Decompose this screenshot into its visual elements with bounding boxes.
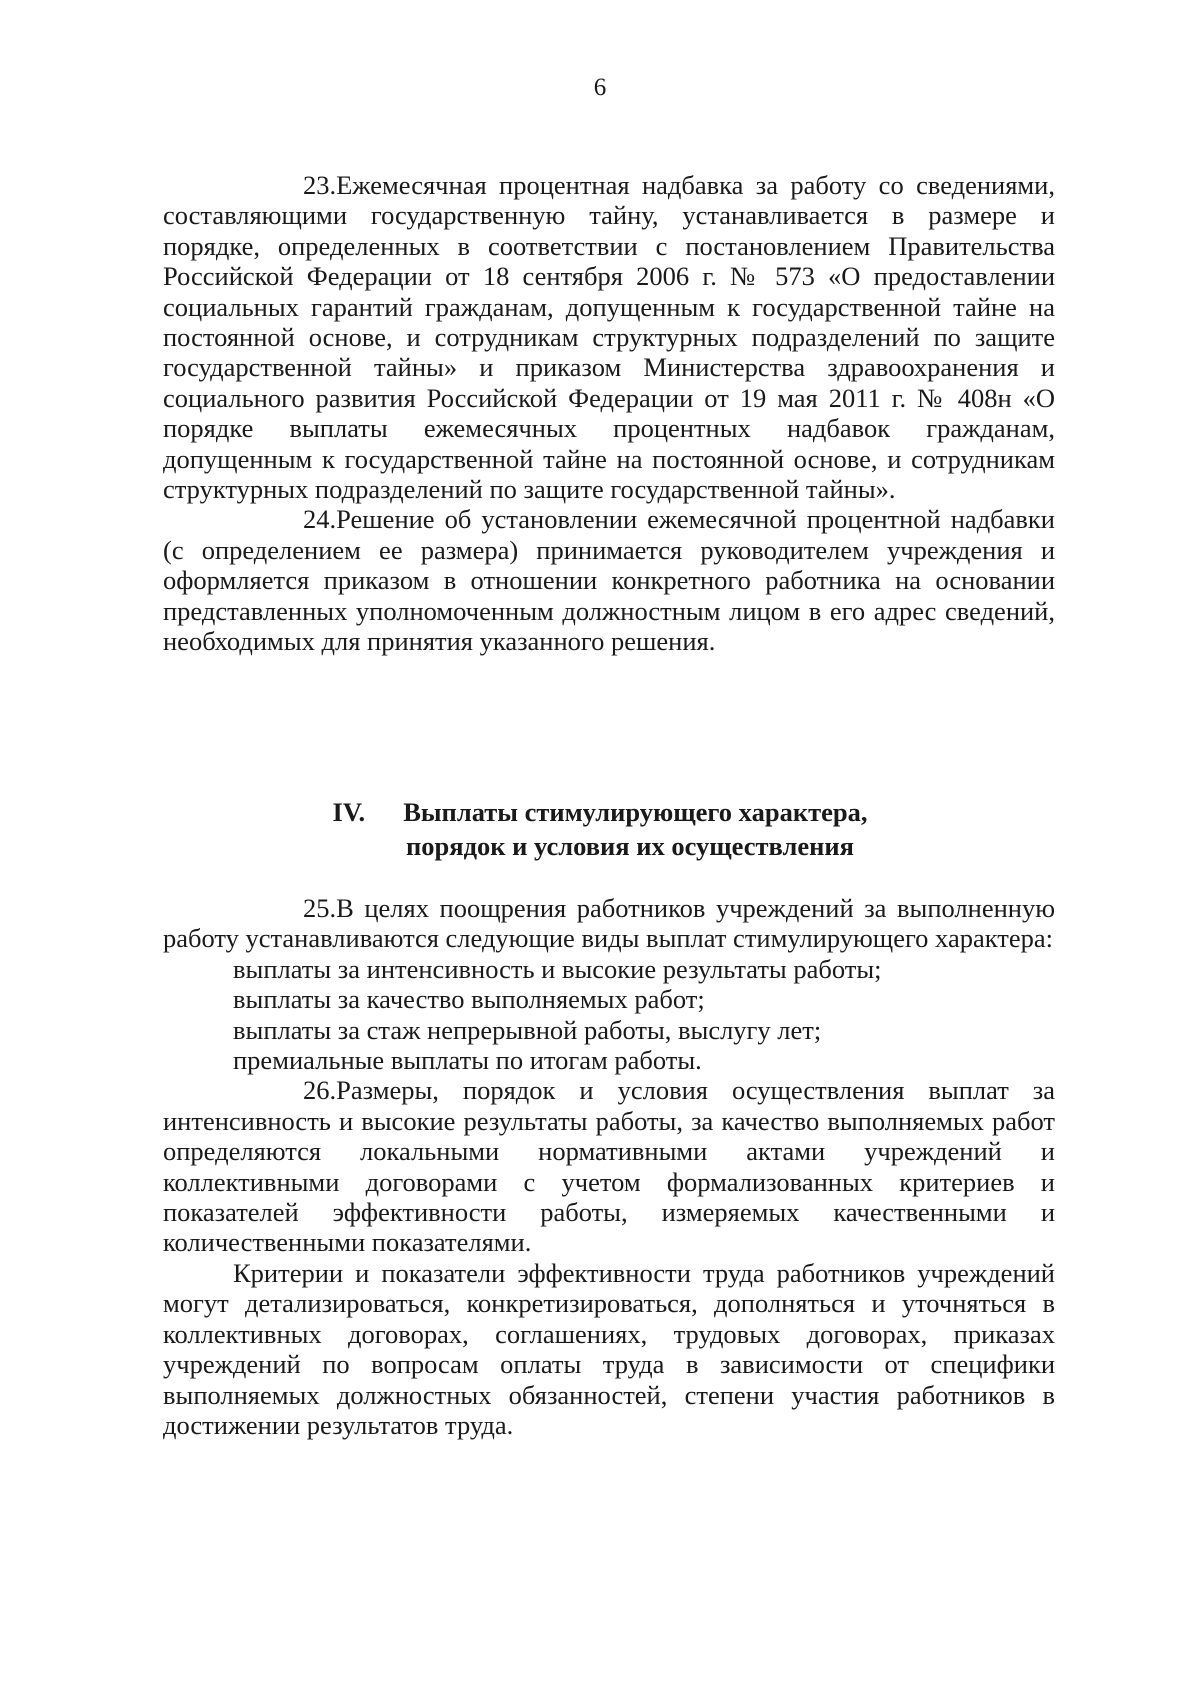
page-number: 6 [593,74,607,101]
paragraph-23 [163,170,1055,504]
list-item: выплаты за качество выполняемых работ; [233,984,705,1015]
list-item: выплаты за стаж непрерывной работы, выслугу лет; [233,1014,822,1045]
paragraph-number: 24. [303,504,337,535]
paragraph-24 [163,504,1055,656]
list-item: премиальные выплаты по итогам работы. [233,1045,702,1076]
section-title-line-2: порядок и условия их осуществления [406,831,854,861]
paragraph-text: Размеры, порядок и условия осуществления выплат за интенсивность и высокие результаты работы, за качество выполняемых работ определяются локальными нормативными актами учреждений и коллективными договорами с учетом формализованных критериев и показателей эффективности работы, измеряемых качественными и количественными показателями. [163,1075,1055,1258]
paragraph-26 [163,1075,1055,1257]
list-item: выплаты за интенсивность и высокие результаты работы; [233,953,882,984]
section-heading [0,795,1200,863]
paragraph-text: Решение об установлении ежемесячной процентной надбавки (с определением ее размера) принимается руководителем учреждения и оформляется приказом в отношении конкретного работника на основании представленных уполномоченным должностным лицом в его адрес сведений, необходимых для принятия указанного решения. [163,504,1055,657]
paragraph-number: 26. [303,1075,337,1106]
paragraphs-block-top [163,170,1055,657]
paragraphs-block-bottom [163,893,1055,1440]
paragraph-criteria: Критерии и показатели эффективности труда работников учреждений могут детализироваться, конкретизироваться, дополняться и уточняться в коллективных договорах, соглашениях, трудовых договорах, приказах учреждений по вопросам оплаты труда в зависимости от специфики выполняемых должностных обязанностей, степени участия работников в достижении результатов труда. [163,1257,1055,1440]
paragraph-25 [163,893,1055,954]
paragraph-text: В целях поощрения работников учреждений за выполненную работу устанавливаются следующие виды выплат стимулирующего характера: [163,893,1055,954]
paragraph-number: 23. [303,170,337,200]
paragraph-number: 25. [303,893,337,923]
paragraph-text: Ежемесячная процентная надбавка за работу со сведениями, составляющими государственную тайну, устанавливается в размере и порядке, определенных в соответствии с постановлением Правительства Российской Федерации от 18 сентября 2006 г. № 573 «О предоставлении социальных гарантий гражданам, допущенным к государственной тайне на постоянной основе, и сотрудникам структурных подразделений по защите государственной тайны» и приказом Министерства здравоохранения и социального развития Российской Федерации от 19 мая 2011 г. № 408н «О порядке выплаты ежемесячных процентных надбавок гражданам, допущенным к государственной тайне на постоянной основе, и сотрудникам структурных подразделений по защите государственной тайны». [163,170,1055,505]
section-heading-line-1 [0,795,1200,829]
section-title-line-1: Выплаты стимулирующего характера, [403,797,868,827]
section-numeral: IV. [332,797,366,827]
